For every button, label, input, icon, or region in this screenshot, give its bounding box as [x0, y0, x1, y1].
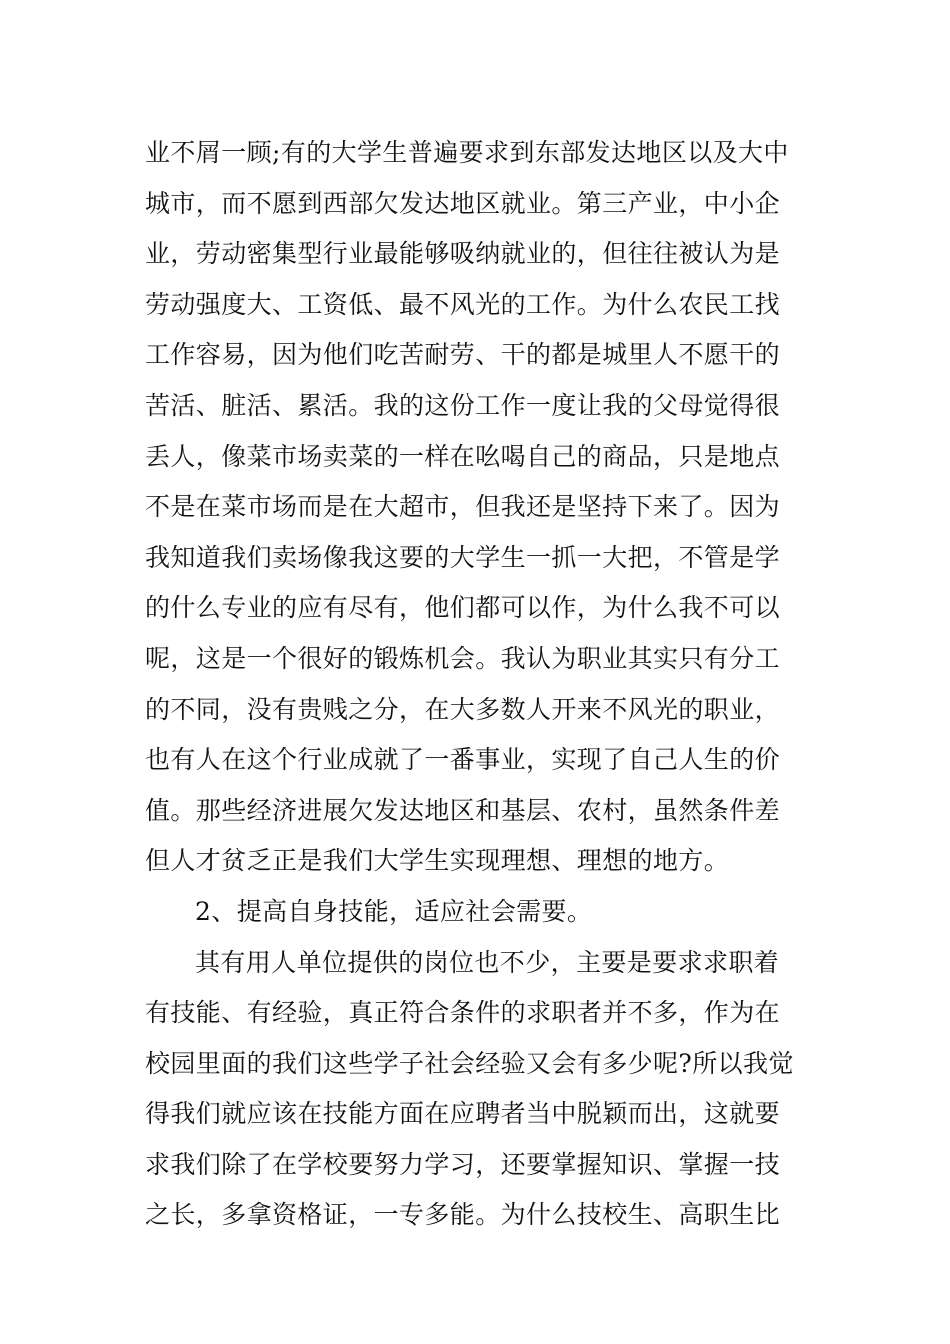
text-line: 值。那些经济进展欠发达地区和基层、农村，虽然条件差	[145, 795, 781, 825]
text-line: 丢人，像菜市场卖菜的一样在吆喝自己的商品，只是地点	[145, 441, 781, 471]
text-line: 不是在菜市场而是在大超市，但我还是坚持下来了。因为	[145, 492, 781, 522]
text-line: 劳动强度大、工资低、最不风光的工作。为什么农民工找	[145, 289, 781, 319]
text-line: 业，劳动密集型行业最能够吸纳就业的，但往往被认为是	[145, 239, 781, 269]
text-line: 也有人在这个行业成就了一番事业，实现了自己人生的价	[145, 745, 781, 775]
text-line: 有技能、有经验，真正符合条件的求职者并不多，作为在	[145, 998, 781, 1028]
text-line: 之长，多拿资格证，一专多能。为什么技校生、高职生比	[145, 1200, 781, 1230]
document-body	[145, 128, 815, 1241]
text-line: 的不同，没有贵贱之分，在大多数人开来不风光的职业，	[145, 694, 781, 724]
text-line: 求我们除了在学校要努力学习，还要掌握知识、掌握一技	[145, 1149, 781, 1179]
text-line: 的什么专业的应有尽有，他们都可以作，为什么我不可以	[145, 593, 781, 623]
text-line: 但人才贫乏正是我们大学生实现理想、理想的地方。	[145, 846, 730, 876]
text-line: 得我们就应该在技能方面在应聘者当中脱颖而出，这就要	[145, 1099, 781, 1129]
text-line: 苦活、脏活、累活。我的这份工作一度让我的父母觉得很	[145, 390, 781, 420]
section-heading: 2、提高自身技能，适应社会需要。	[195, 896, 593, 926]
text-line: 城市，而不愿到西部欠发达地区就业。第三产业，中小企	[145, 188, 781, 218]
paragraph-first-line: 其有用人单位提供的岗位也不少，主要是要求求职着	[195, 947, 780, 977]
text-line: 校园里面的我们这些学子社会经验又会有多少呢?所以我觉	[145, 1048, 794, 1078]
text-line: 业不屑一顾;有的大学生普遍要求到东部发达地区以及大中	[145, 138, 789, 167]
text-line: 我知道我们卖场像我这要的大学生一抓一大把，不管是学	[145, 542, 781, 572]
text-line: 工作容易，因为他们吃苦耐劳、干的都是城里人不愿干的	[145, 340, 781, 370]
text-line: 呢，这是一个很好的锻炼机会。我认为职业其实只有分工	[145, 643, 781, 673]
